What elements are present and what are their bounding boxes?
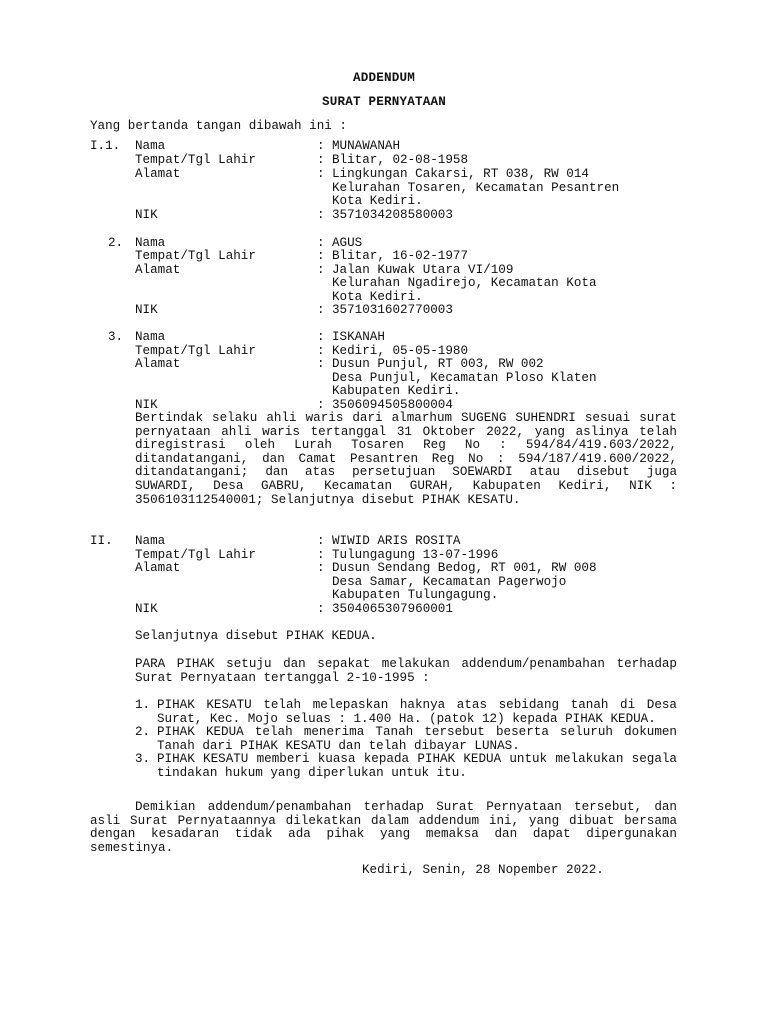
person-alamat-2: Kelurahan Tosaren, Kecamatan Pesantren <box>332 181 620 195</box>
label-nama: Nama <box>135 139 166 153</box>
list-item <box>135 699 677 726</box>
label-nik: NIK <box>135 208 158 222</box>
person-nama: MUNAWANAH <box>332 139 401 153</box>
agreement-paragraph: PARA PIHAK setuju dan sepakat melakukan addendum/penambahan terhadap Surat Pernyataan tertanggal 2-10-1995 : <box>135 657 677 685</box>
person-nama: WIWID ARIS ROSITA <box>332 534 461 548</box>
colon: : <box>317 534 325 548</box>
colon: : <box>317 344 325 358</box>
person-alamat-3: Kota Kediri. <box>332 194 423 208</box>
document-subtitle: SURAT PERNYATAAN <box>321 95 447 109</box>
colon: : <box>317 208 325 222</box>
label-nik: NIK <box>135 303 158 317</box>
person-number: I.1. <box>90 139 121 153</box>
person-alamat-2: Desa Punjul, Kecamatan Ploso Klaten <box>332 371 597 385</box>
person-nik: 3571034208580003 <box>332 208 453 222</box>
label-nik: NIK <box>135 602 158 616</box>
agreement-points <box>135 699 677 781</box>
colon: : <box>317 139 325 153</box>
label-alamat: Alamat <box>135 167 181 181</box>
label-nama: Nama <box>135 236 166 250</box>
label-nik: NIK <box>135 398 158 412</box>
person-nik: 3506094505800004 <box>332 398 453 412</box>
person-alamat-1: Dusun Sendang Bedog, RT 001, RW 008 <box>332 561 597 575</box>
person-alamat-3: Kota Kediri. <box>332 290 423 304</box>
colon: : <box>317 153 325 167</box>
person-ttl: Blitar, 16-02-1977 <box>332 249 469 263</box>
person-ttl: Kediri, 05-05-1980 <box>332 344 469 358</box>
colon: : <box>317 548 325 562</box>
list-item-number: 1. <box>135 698 151 712</box>
list-item <box>135 726 677 753</box>
label-nama: Nama <box>135 330 166 344</box>
colon: : <box>317 167 325 181</box>
colon: : <box>317 398 325 412</box>
label-ttl: Tempat/Tgl Lahir <box>135 344 256 358</box>
person-ttl: Tulungagung 13-07-1996 <box>332 548 499 562</box>
colon: : <box>317 303 325 317</box>
person-alamat-3: Kabupaten Kediri. <box>332 384 461 398</box>
colon: : <box>317 602 325 616</box>
list-item <box>135 753 677 780</box>
person-alamat-2: Desa Samar, Kecamatan Pagerwojo <box>332 575 567 589</box>
colon: : <box>317 330 325 344</box>
colon: : <box>317 236 325 250</box>
document-title: ADDENDUM <box>352 71 416 85</box>
label-alamat: Alamat <box>135 357 181 371</box>
person-number: 2. <box>108 236 124 250</box>
person-nama: ISKANAH <box>332 330 385 344</box>
party-two-statement: Selanjutnya disebut PIHAK KEDUA. <box>135 629 377 643</box>
person-number: 3. <box>108 330 124 344</box>
colon: : <box>317 249 325 263</box>
intro-text: Yang bertanda tangan dibawah ini : <box>90 119 347 133</box>
person-alamat-1: Lingkungan Cakarsi, RT 038, RW 014 <box>332 167 589 181</box>
label-ttl: Tempat/Tgl Lahir <box>135 249 256 263</box>
colon: : <box>317 357 325 371</box>
person-ttl: Blitar, 02-08-1958 <box>332 153 469 167</box>
list-item-text: PIHAK KEDUA telah menerima Tanah tersebut beserta seluruh dokumen Tanah dari PIHAK KESATU dan telah dibayar LUNAS. <box>157 725 677 753</box>
place-date: Kediri, Senin, 28 Nopember 2022. <box>362 863 604 877</box>
closing-paragraph: Demikian addendum/penambahan terhadap Surat Pernyataan tersebut, dan asli Surat Pernyataannya dilekatkan dalam addendum ini, yang dibuat bersama dengan kesadaran tidak ada pihak yang memaksa dan dapat dipergunakan semestinya. <box>90 800 677 855</box>
list-item-text: PIHAK KESATU telah melepaskan haknya atas sebidang tanah di Desa Surat, Kec. Mojo seluas : 1.400 Ha. (patok 12) kepada PIHAK KEDUA. <box>157 698 677 726</box>
party-two-number: II. <box>90 534 113 548</box>
label-alamat: Alamat <box>135 561 181 575</box>
person-nama: AGUS <box>332 236 363 250</box>
list-item-text: PIHAK KESATU memberi kuasa kepada PIHAK KEDUA untuk melakukan segala tindakan hukum yang diperlukan untuk itu. <box>157 752 677 780</box>
label-ttl: Tempat/Tgl Lahir <box>135 548 256 562</box>
person-alamat-3: Kabupaten Tulungagung. <box>332 588 499 602</box>
label-nama: Nama <box>135 534 166 548</box>
label-alamat: Alamat <box>135 263 181 277</box>
list-item-number: 2. <box>135 725 151 740</box>
party-one-statement: Bertindak selaku ahli waris dari almarhum SUGENG SUHENDRI sesuai surat pernyataan ahli waris tertanggal 31 Oktober 2022, yang aslinya telah diregistrasi oleh Lurah Tosaren Reg No : 594/84/419.603/2022, ditandatangani, dan Camat Pesantren Reg No : 594/187/419.600/2022, ditandatangani; dan atas persetujuan SOEWARDI atau disebut juga SUWARDI, Desa GABRU, Kecamatan GURAH, Kabupaten Kediri, NIK : 3506103112540001; Selanjutnya disebut PIHAK KESATU. <box>135 411 677 507</box>
colon: : <box>317 263 325 277</box>
colon: : <box>317 561 325 575</box>
list-item-number: 3. <box>135 752 151 767</box>
person-alamat-1: Dusun Punjul, RT 003, RW 002 <box>332 357 544 371</box>
person-nik: 3504065307960001 <box>332 602 453 616</box>
label-ttl: Tempat/Tgl Lahir <box>135 153 256 167</box>
person-alamat-1: Jalan Kuwak Utara VI/109 <box>332 263 514 277</box>
person-nik: 3571031602770003 <box>332 303 453 317</box>
person-alamat-2: Kelurahan Ngadirejo, Kecamatan Kota <box>332 276 597 290</box>
